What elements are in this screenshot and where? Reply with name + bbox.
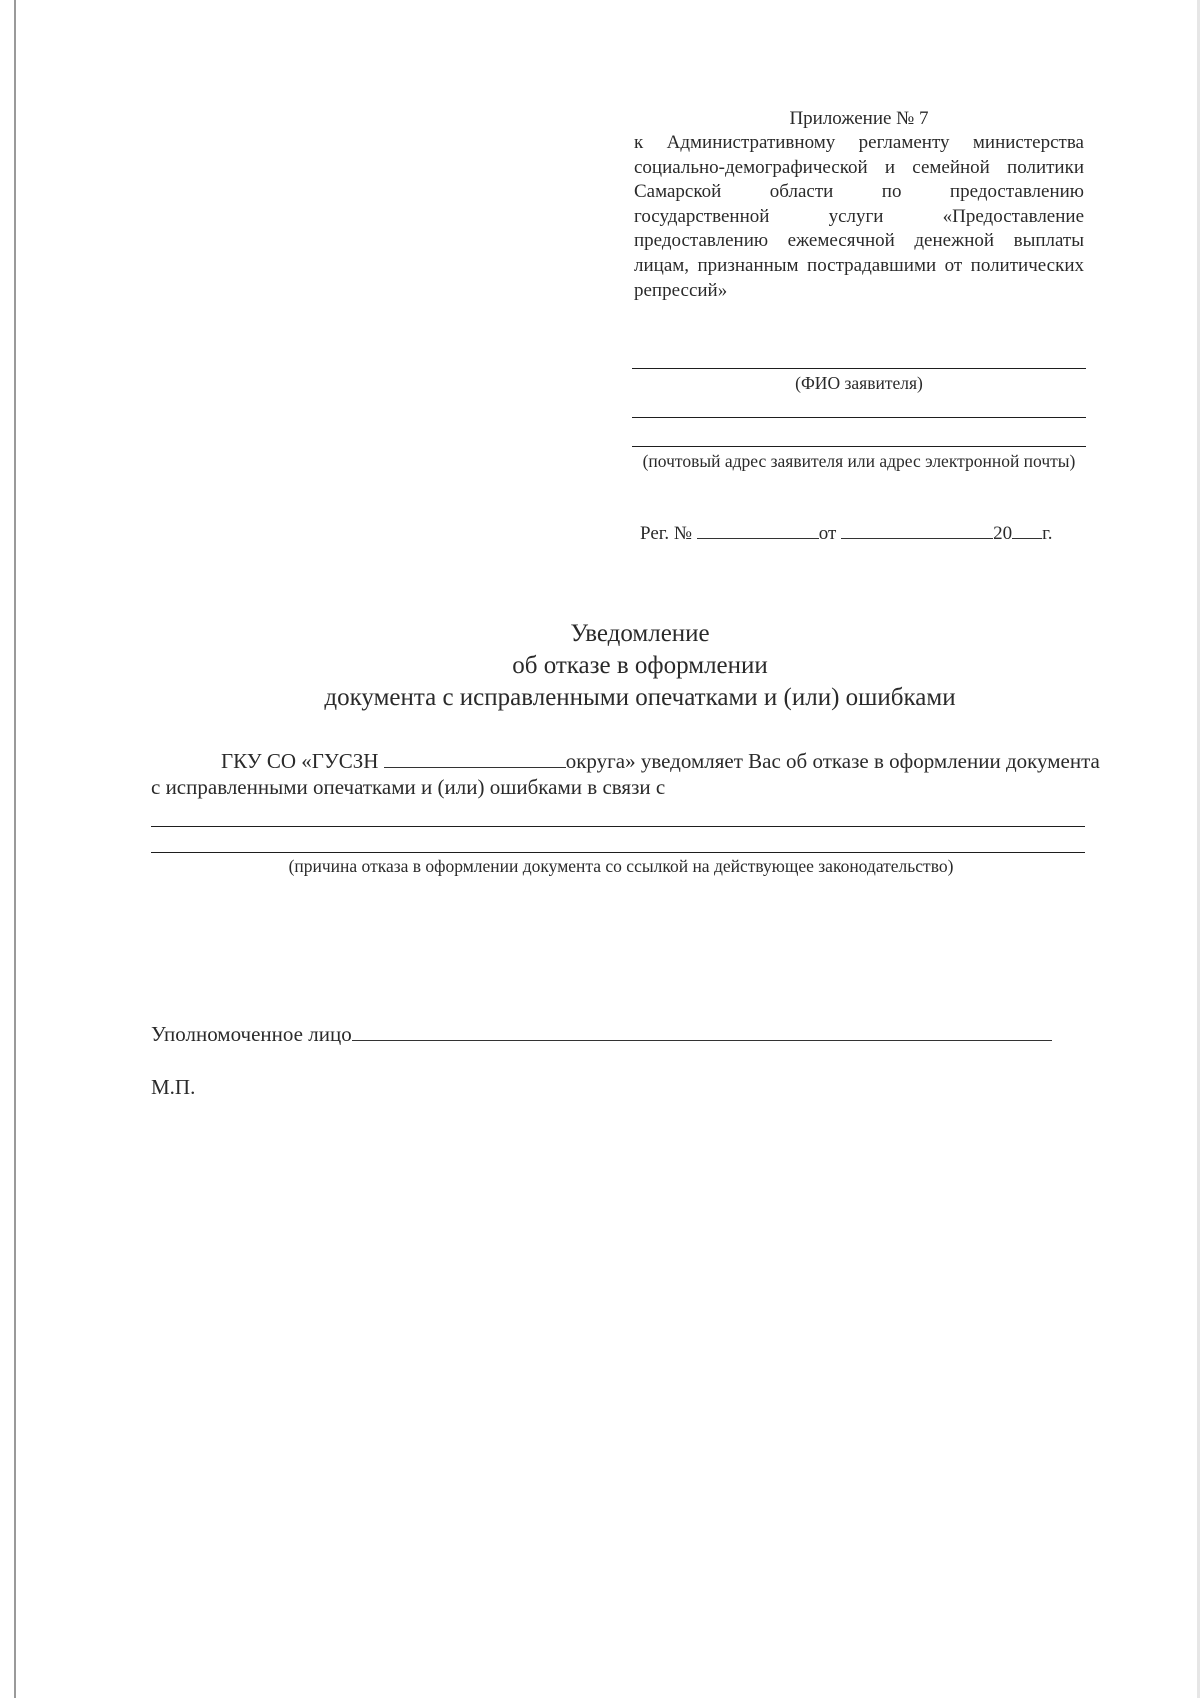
notice-title xyxy=(140,618,1140,714)
applicant-address-line-2 xyxy=(632,446,1086,447)
reason-line-2 xyxy=(151,852,1085,853)
appendix-title: Приложение № 7 xyxy=(789,108,929,129)
reg-year-prefix: 20 xyxy=(993,523,1013,544)
reg-from-label: от xyxy=(818,523,837,544)
stamp-label: М.П. xyxy=(151,1075,196,1099)
reg-number-label: Рег. № xyxy=(640,523,693,544)
notice-body xyxy=(151,748,1101,800)
body-part-2: округа» уведомляет Вас об отказе в оформлении документа с исправленными опечатками и (или) ошибками в связи с xyxy=(151,749,1100,799)
notice-title-line-2: об отказе в оформлении xyxy=(512,652,768,679)
appendix-block xyxy=(634,106,1084,303)
applicant-name-caption: (ФИО заявителя) xyxy=(795,373,923,393)
reg-year-blank xyxy=(1012,520,1042,539)
applicant-name-line xyxy=(632,368,1086,369)
appendix-text: к Административному регламенту министерства социально-демографической и семейной политики Самарской области по предоставлению государственной услуги «Предоставление предоставлению ежемесячной денежной выплаты лицам, признанным пострадавшими от политических репрессий» xyxy=(634,132,1084,301)
signature-row xyxy=(151,1020,1052,1047)
applicant-address-caption: (почтовый адрес заявителя или адрес электронной почты) xyxy=(642,451,1076,471)
signature-blank xyxy=(352,1020,1052,1041)
body-part-1: ГКУ СО «ГУСЗН xyxy=(221,749,379,773)
notice-title-line-1: Уведомление xyxy=(570,620,710,647)
district-blank xyxy=(384,751,566,768)
applicant-address-line-1 xyxy=(632,417,1086,418)
reason-caption: (причина отказа в оформлении документа со ссылкой на действующее законодательство) xyxy=(288,856,954,876)
page-edge xyxy=(14,0,16,1698)
notice-title-line-3: документа с исправленными опечатками и (или) ошибками xyxy=(324,684,956,711)
reason-line-1 xyxy=(151,826,1085,827)
registration-row xyxy=(640,520,1086,546)
reg-number-blank xyxy=(697,520,819,539)
reg-date-blank xyxy=(841,520,993,539)
reg-year-suffix: г. xyxy=(1042,523,1053,544)
authorized-person-label: Уполномоченное лицо xyxy=(151,1022,352,1046)
